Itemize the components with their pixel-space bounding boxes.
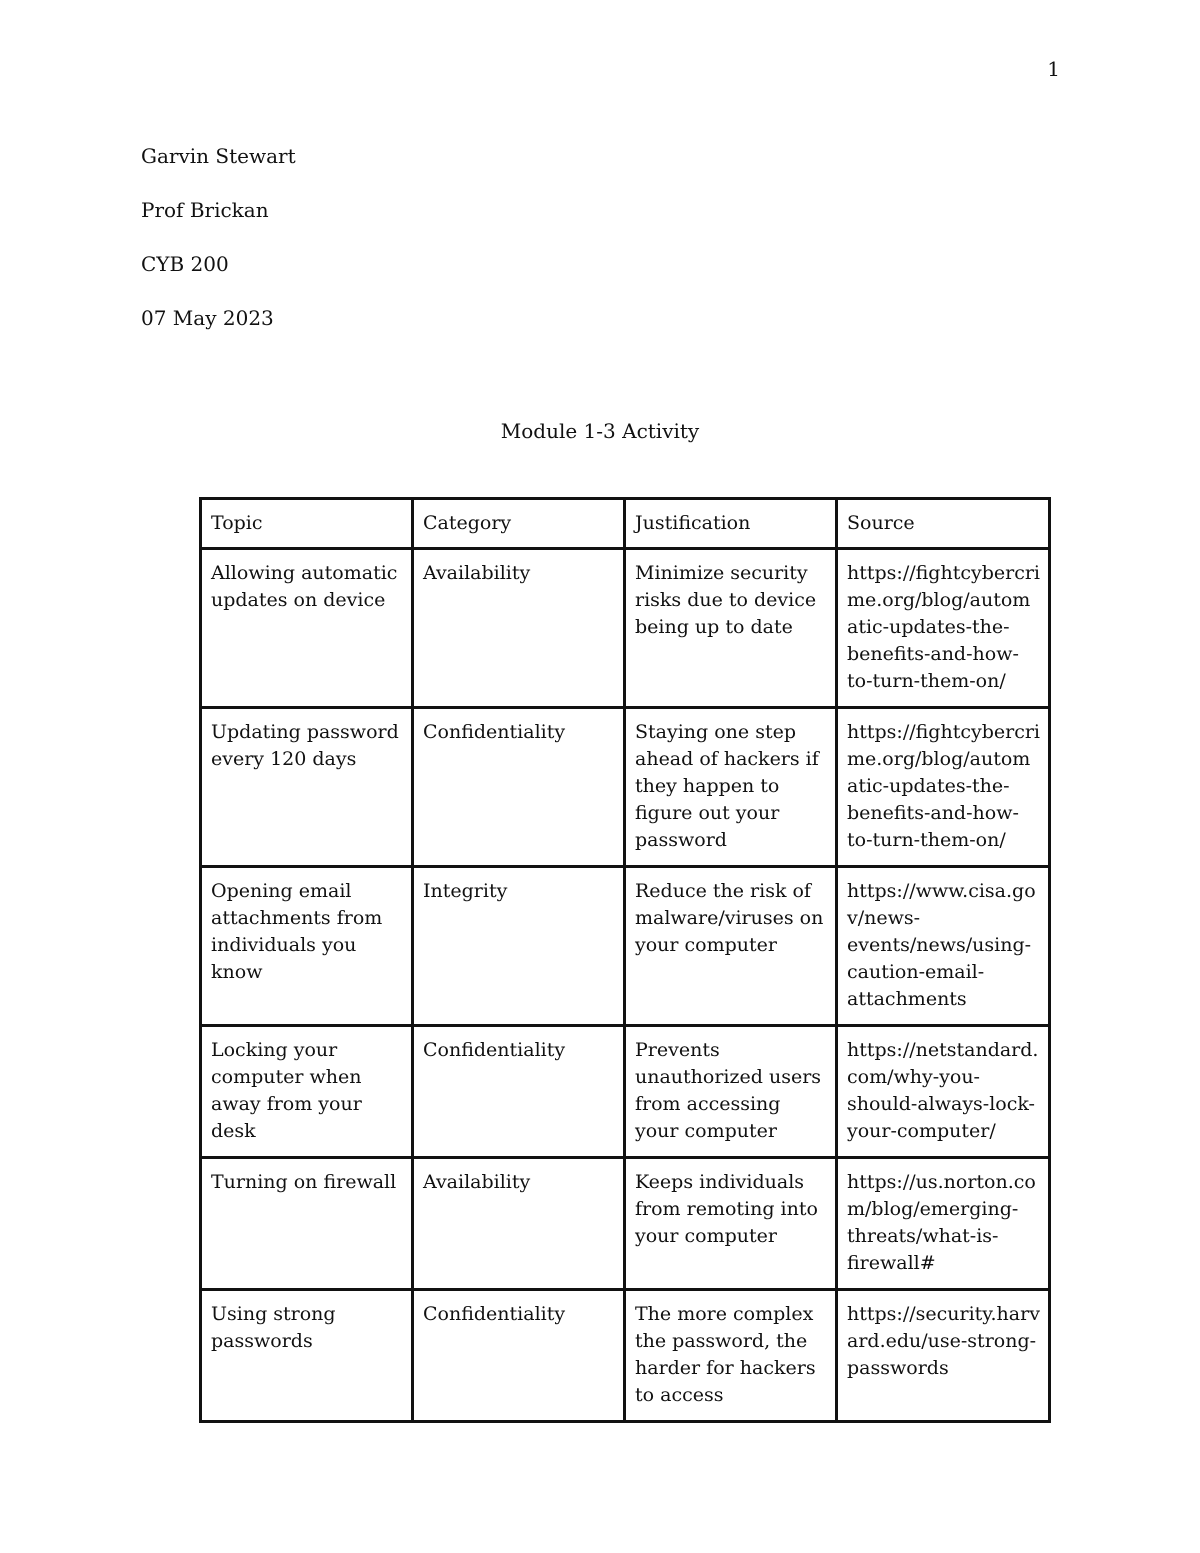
course-code: CYB 200 bbox=[141, 252, 229, 276]
topic-cell: Using strong passwords bbox=[201, 1290, 413, 1422]
table-row bbox=[201, 549, 1050, 708]
category-cell: Confidentiality bbox=[413, 1290, 625, 1422]
topic-cell: Allowing automatic updates on device bbox=[201, 549, 413, 708]
column-header-topic: Topic bbox=[201, 499, 413, 549]
topic-cell: Locking your computer when away from your desk bbox=[201, 1026, 413, 1158]
source-cell: https://fightcybercrime.org/blog/automatic-updates-the-benefits-and-how-to-turn-them-on/ bbox=[837, 708, 1050, 867]
topic-cell: Turning on firewall bbox=[201, 1158, 413, 1290]
professor-name: Prof Brickan bbox=[141, 198, 269, 222]
source-cell: https://us.norton.com/blog/emerging-threats/what-is-firewall# bbox=[837, 1158, 1050, 1290]
assignment-date: 07 May 2023 bbox=[141, 306, 274, 330]
category-cell: Confidentiality bbox=[413, 708, 625, 867]
column-header-category: Category bbox=[413, 499, 625, 549]
justification-cell: The more complex the password, the harder for hackers to access bbox=[625, 1290, 837, 1422]
source-cell: https://netstandard.com/why-you-should-always-lock-your-computer/ bbox=[837, 1026, 1050, 1158]
justification-cell: Prevents unauthorized users from accessing your computer bbox=[625, 1026, 837, 1158]
topic-cell: Opening email attachments from individuals you know bbox=[201, 867, 413, 1026]
table-row bbox=[201, 867, 1050, 1026]
topic-cell: Updating password every 120 days bbox=[201, 708, 413, 867]
source-cell: https://www.cisa.gov/news-events/news/using-caution-email-attachments bbox=[837, 867, 1050, 1026]
table-row bbox=[201, 708, 1050, 867]
category-cell: Integrity bbox=[413, 867, 625, 1026]
activity-table bbox=[199, 497, 1051, 1423]
category-cell: Availability bbox=[413, 549, 625, 708]
column-header-justification: Justification bbox=[625, 499, 837, 549]
table-header-row bbox=[201, 499, 1050, 549]
category-cell: Confidentiality bbox=[413, 1026, 625, 1158]
page-number: 1 bbox=[1047, 57, 1060, 81]
justification-cell: Reduce the risk of malware/viruses on your computer bbox=[625, 867, 837, 1026]
column-header-source: Source bbox=[837, 499, 1050, 549]
student-name: Garvin Stewart bbox=[141, 144, 296, 168]
table-row bbox=[201, 1026, 1050, 1158]
category-cell: Availability bbox=[413, 1158, 625, 1290]
source-cell: https://fightcybercrime.org/blog/automatic-updates-the-benefits-and-how-to-turn-them-on/ bbox=[837, 549, 1050, 708]
justification-cell: Minimize security risks due to device being up to date bbox=[625, 549, 837, 708]
table-row bbox=[201, 1290, 1050, 1422]
table-row bbox=[201, 1158, 1050, 1290]
justification-cell: Staying one step ahead of hackers if they happen to figure out your password bbox=[625, 708, 837, 867]
justification-cell: Keeps individuals from remoting into your computer bbox=[625, 1158, 837, 1290]
document-title: Module 1-3 Activity bbox=[500, 419, 700, 443]
source-cell: https://security.harvard.edu/use-strong-passwords bbox=[837, 1290, 1050, 1422]
